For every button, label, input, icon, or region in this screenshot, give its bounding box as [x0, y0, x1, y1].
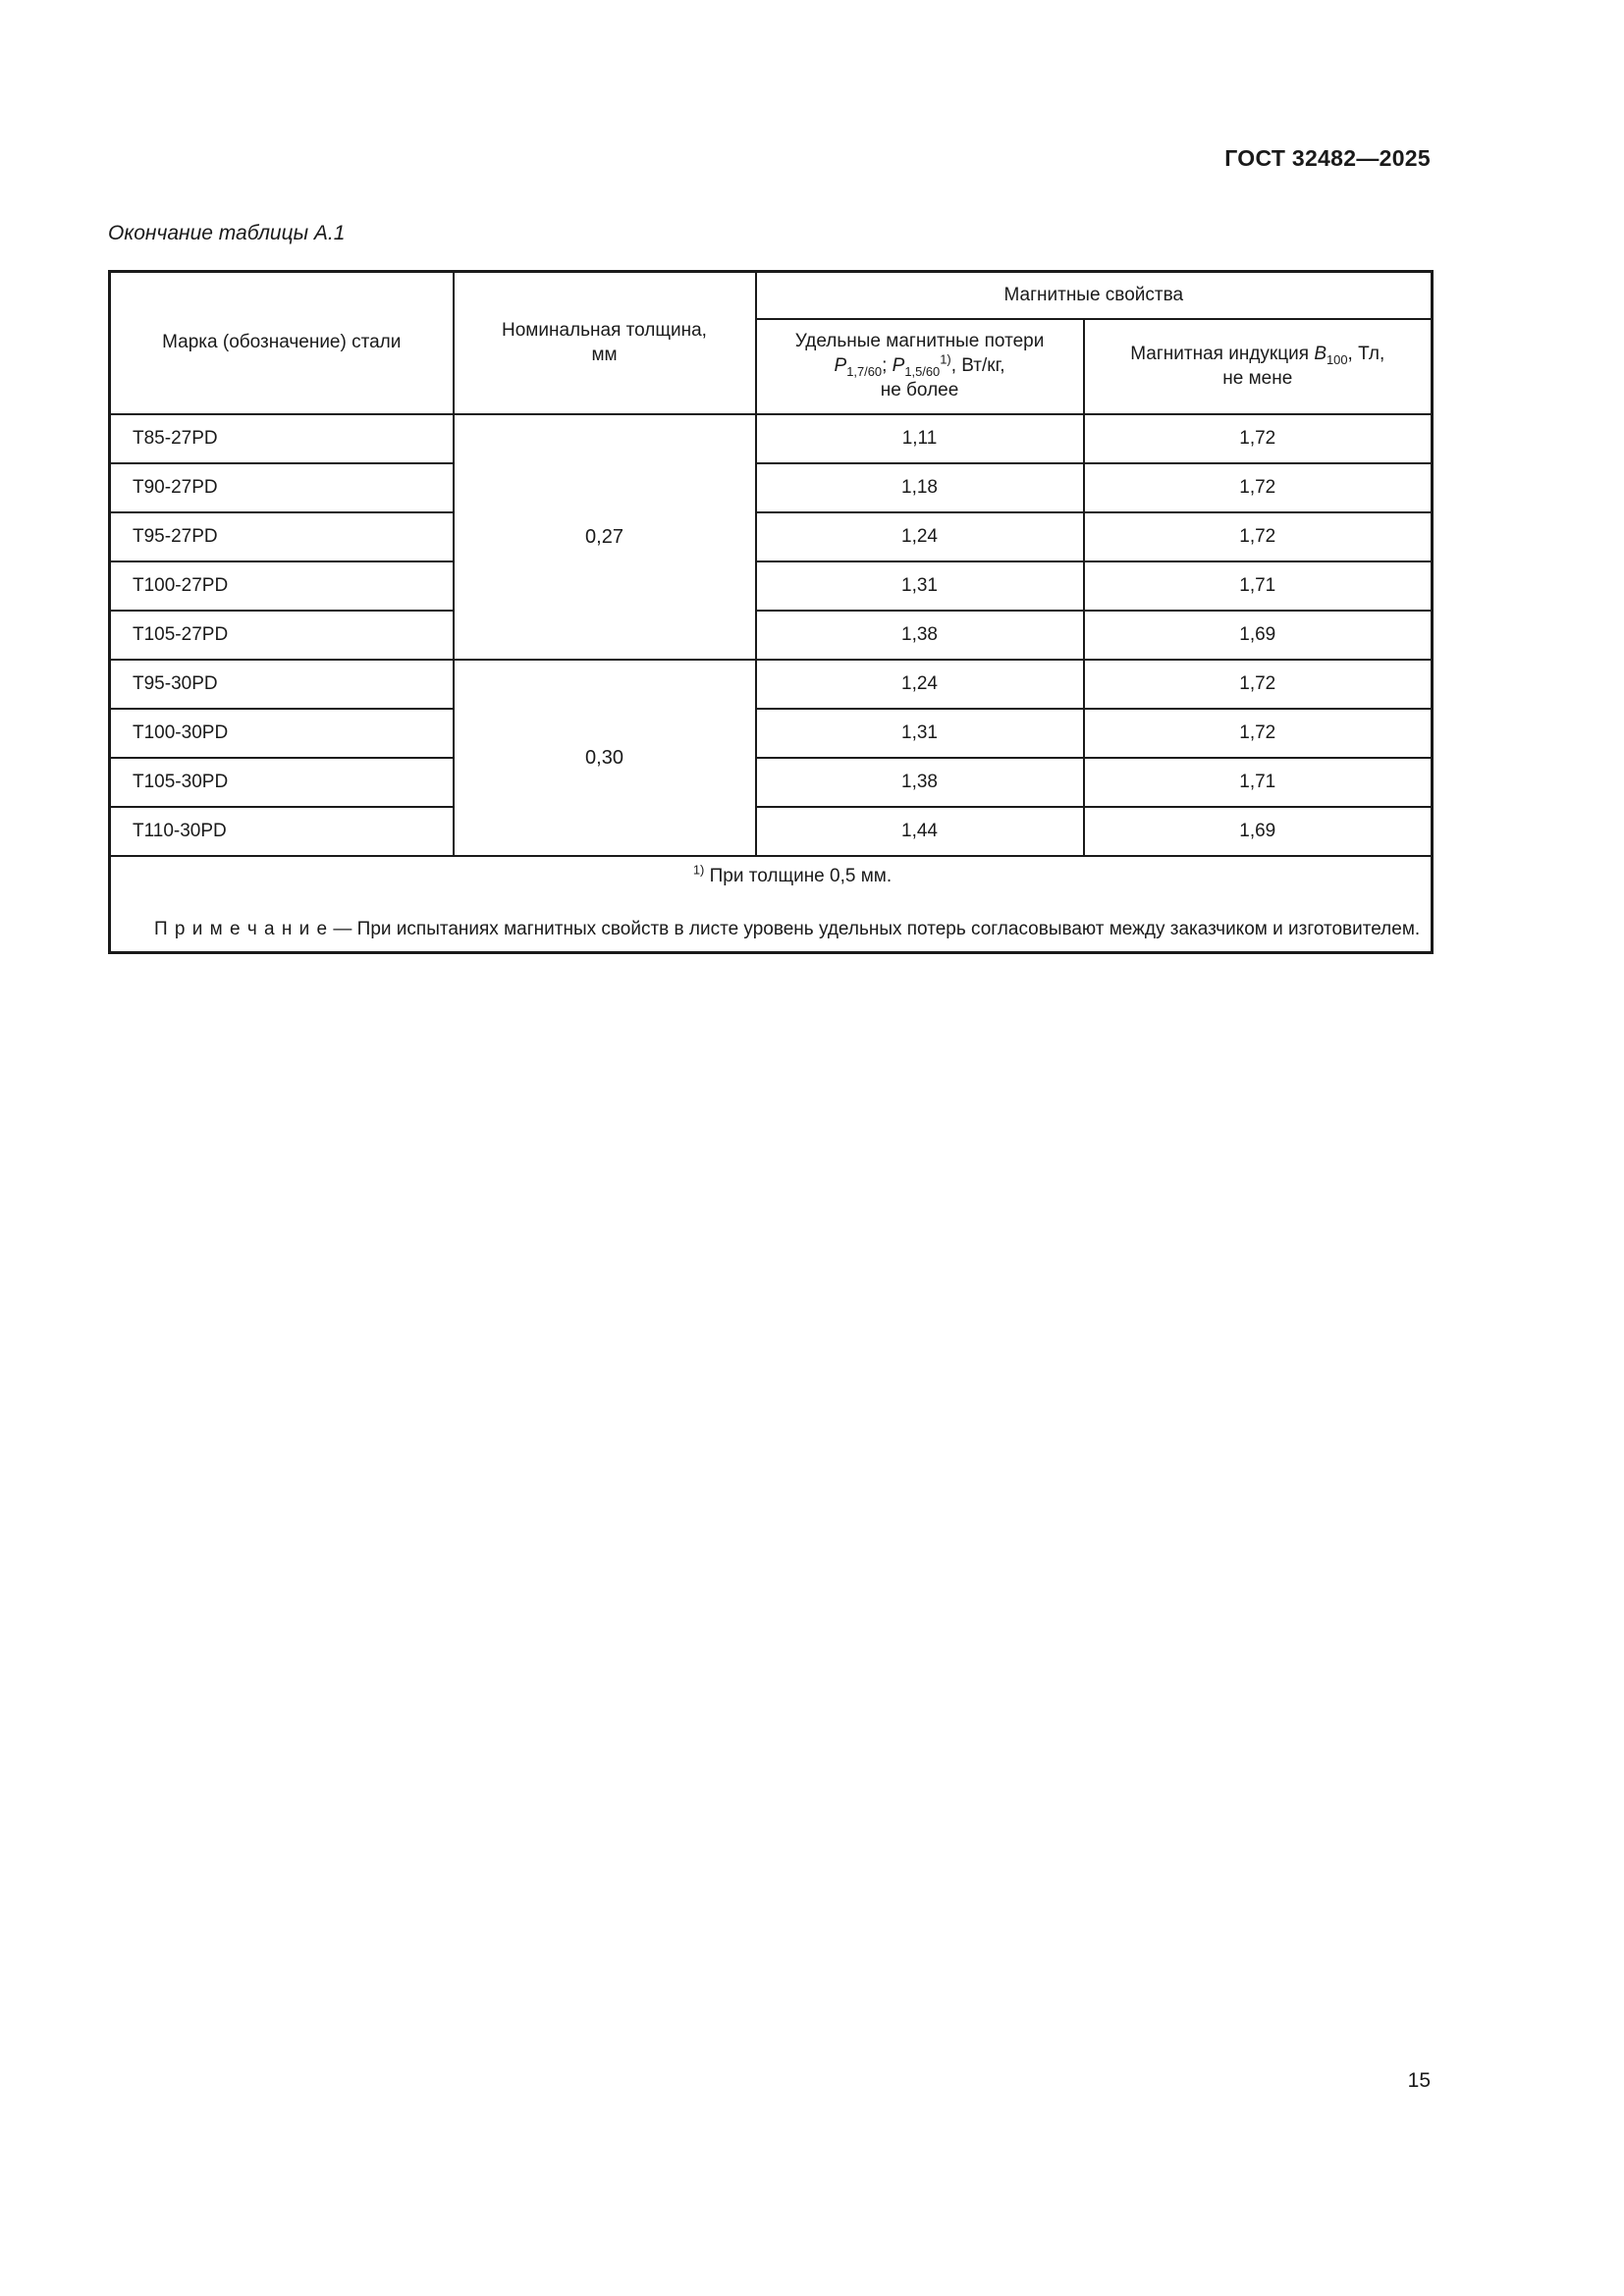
induction-cell: 1,72 [1084, 414, 1433, 463]
induction-symbol: B [1314, 343, 1326, 364]
table-header-row-group [110, 272, 1433, 320]
col-header-thickness [454, 272, 756, 415]
induction-cell: 1,71 [1084, 561, 1433, 611]
grade-cell: Т110-30PD [110, 807, 454, 856]
losses-p1-symbol: P [834, 355, 847, 377]
losses-units: , Вт/кг, [950, 355, 1005, 377]
table-footnote-cell [110, 856, 1433, 953]
thickness-cell: 0,30 [454, 660, 756, 856]
doc-header: ГОСТ 32482—2025 [1224, 145, 1431, 171]
table-head [110, 272, 1433, 415]
table-footer-row [110, 856, 1433, 953]
table-row [110, 463, 1433, 512]
induction-cell: 1,71 [1084, 758, 1433, 807]
losses-cell: 1,31 [756, 561, 1084, 611]
col-header-induction [1084, 319, 1433, 414]
induction-units: , Тл, [1347, 343, 1385, 364]
grade-cell: Т100-30PD [110, 709, 454, 758]
thickness-cell: 0,27 [454, 414, 756, 660]
induction-cell: 1,69 [1084, 611, 1433, 660]
col-header-grade: Марка (обозначение) стали [110, 272, 454, 415]
losses-cell: 1,38 [756, 758, 1084, 807]
grade-cell: Т105-30PD [110, 758, 454, 807]
induction-cell: 1,72 [1084, 512, 1433, 561]
induction-cell: 1,69 [1084, 807, 1433, 856]
losses-cell: 1,18 [756, 463, 1084, 512]
table-caption: Окончание таблицы А.1 [108, 222, 346, 244]
losses-cell: 1,31 [756, 709, 1084, 758]
induction-prefix: Магнитная индукция [1130, 343, 1315, 364]
table-row [110, 611, 1433, 660]
grade-cell: Т105-27PD [110, 611, 454, 660]
table-row [110, 758, 1433, 807]
table-note [111, 915, 1431, 943]
losses-separator: ; [882, 355, 893, 377]
losses-p2-symbol: P [892, 355, 905, 377]
col-header-losses [756, 319, 1084, 414]
footnote-text: При толщине 0,5 мм. [704, 865, 893, 886]
induction-cell: 1,72 [1084, 463, 1433, 512]
table-row [110, 561, 1433, 611]
induction-cell: 1,72 [1084, 709, 1433, 758]
table-row [110, 512, 1433, 561]
col-group-magnetic-properties: Магнитные свойства [756, 272, 1433, 320]
grade-cell: Т100-27PD [110, 561, 454, 611]
grade-cell: Т95-30PD [110, 660, 454, 709]
induction-subscript: 100 [1326, 351, 1348, 367]
page-number: 15 [1407, 2069, 1431, 2092]
grade-cell: Т95-27PD [110, 512, 454, 561]
induction-line2: не мене [1222, 367, 1293, 389]
grade-cell: Т85-27PD [110, 414, 454, 463]
col-header-thickness-line1: Номинальная толщина, [502, 319, 707, 341]
table-body [110, 414, 1433, 856]
table-row [110, 660, 1433, 709]
table-footnote [111, 862, 1431, 889]
losses-cell: 1,38 [756, 611, 1084, 660]
losses-header-line3: не более [880, 379, 959, 400]
losses-footnote-ref: 1) [940, 351, 951, 367]
table-row [110, 414, 1433, 463]
grade-cell: Т90-27PD [110, 463, 454, 512]
induction-cell: 1,72 [1084, 660, 1433, 709]
losses-p2-subscript: 1,5/60 [904, 363, 941, 379]
table-foot [110, 856, 1433, 953]
losses-header-line1: Удельные магнитные потери [794, 331, 1045, 352]
table-row [110, 709, 1433, 758]
footnote-ref: 1) [692, 862, 705, 878]
table-row [110, 807, 1433, 856]
losses-p1-subscript: 1,7/60 [846, 363, 883, 379]
losses-cell: 1,11 [756, 414, 1084, 463]
col-header-thickness-line2: мм [591, 344, 618, 365]
losses-cell: 1,24 [756, 660, 1084, 709]
losses-cell: 1,24 [756, 512, 1084, 561]
note-label: П р и м е ч а н и е [154, 918, 329, 939]
losses-cell: 1,44 [756, 807, 1084, 856]
steel-properties-table [108, 270, 1434, 954]
note-text: — При испытаниях магнитных свойств в листе уровень удельных потерь согласовывают между заказчиком и изготовителем. [328, 918, 1421, 939]
